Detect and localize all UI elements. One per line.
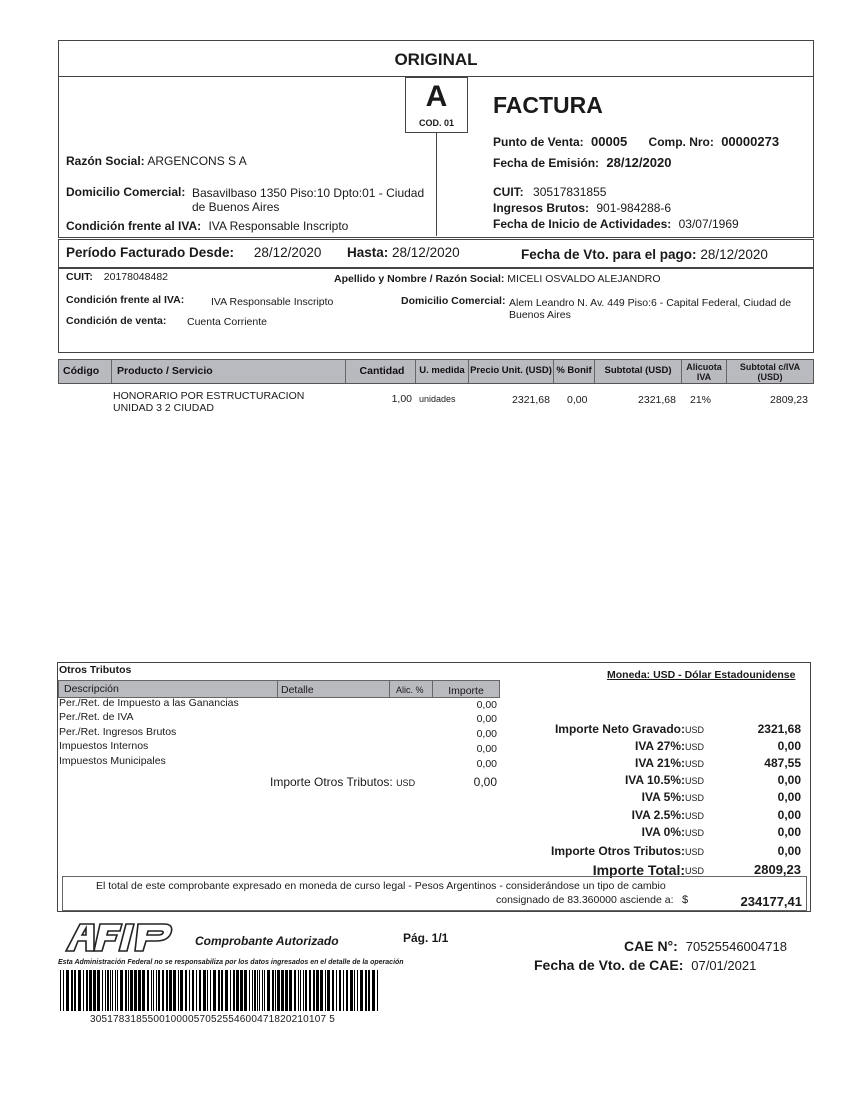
issuer-iva xyxy=(66,219,348,233)
otros-tributos-total xyxy=(270,775,415,789)
conversion-line1: El total de este comprobante expresado en moneda de curso legal - Pesos Argentinos - considerándose un tipo de cambio xyxy=(96,880,666,892)
barcode-bar xyxy=(71,970,73,1011)
barcode-bar xyxy=(267,970,270,1011)
client-venta-value: Cuenta Corriente xyxy=(187,316,267,328)
barcode-bar xyxy=(332,970,334,1011)
barcode-bar xyxy=(218,970,220,1011)
total-row-value: 0,00 xyxy=(777,808,801,822)
barcode-bar xyxy=(275,970,276,1011)
barcode-bar xyxy=(300,970,301,1011)
client-nombre-value: MICELI OSVALDO ALEJANDRO xyxy=(507,273,661,285)
total-row-currency: USD xyxy=(685,828,705,838)
col-medida: U. medida xyxy=(419,365,465,376)
barcode-bar xyxy=(294,970,296,1011)
col-subtotal-iva-line2: (USD) xyxy=(757,372,783,382)
total-row-currency: USD xyxy=(685,725,705,735)
barcode-bar xyxy=(230,970,231,1011)
barcode-bar xyxy=(192,970,194,1011)
issuer-iibb xyxy=(493,201,671,215)
barcode-icon xyxy=(60,970,380,1011)
barcode-bar xyxy=(254,970,256,1011)
barcode-bar xyxy=(360,970,363,1011)
total-row xyxy=(500,722,805,739)
barcode-bar xyxy=(249,970,250,1011)
barcode-bar xyxy=(151,970,152,1011)
barcode-bar xyxy=(336,970,337,1011)
hasta-value: 28/12/2020 xyxy=(392,245,460,260)
barcode-bar xyxy=(125,970,127,1011)
conversion-currency: $ xyxy=(682,894,689,906)
cae-vto xyxy=(534,957,756,973)
tributo-importe: 0,00 xyxy=(476,743,497,755)
tributo-desc: Impuestos Internos xyxy=(59,740,149,752)
total-row-currency: USD xyxy=(685,793,705,803)
otros-tributos-total-value: 0,00 xyxy=(473,775,497,789)
total-row-value: 0,00 xyxy=(777,773,801,787)
barcode-bar xyxy=(221,970,223,1011)
cuit-value: 30517831855 xyxy=(533,185,607,199)
barcode-bar xyxy=(173,970,176,1011)
total-row-label: IVA 27%: xyxy=(634,739,685,753)
barcode-bar xyxy=(244,970,247,1011)
barcode-bar xyxy=(281,970,284,1011)
invoice-code: COD. 01 xyxy=(418,118,454,128)
total-row-label: Importe Otros Tributos: xyxy=(550,844,685,858)
cae-label: CAE N°: xyxy=(624,938,678,954)
item-cantidad: 1,00 xyxy=(391,393,412,405)
tributo-desc: Per./Ret. de Impuesto a las Ganancias xyxy=(59,697,239,709)
barcode-bar xyxy=(185,970,187,1011)
barcode-bar xyxy=(357,970,358,1011)
issuer-razon-label: Razón Social: xyxy=(66,154,145,168)
client-domicilio-label: Domicilio Comercial: xyxy=(401,295,506,307)
total-row-currency: USD xyxy=(685,847,705,857)
barcode-bar xyxy=(289,970,292,1011)
barcode-bar xyxy=(189,970,190,1011)
item-precio: 2321,68 xyxy=(512,394,550,406)
barcode-bar xyxy=(368,970,370,1011)
barcode-bar xyxy=(180,970,183,1011)
total-row-label: IVA 0%: xyxy=(641,825,685,839)
disclaimer: Esta Administración Federal no se responsabiliza por los datos ingresados en el detalle de la operación xyxy=(58,959,404,966)
barcode-bar xyxy=(107,970,109,1011)
barcode xyxy=(60,970,380,1011)
barcode-bar xyxy=(178,970,179,1011)
barcode-bar xyxy=(74,970,76,1011)
importe-total-currency: USD xyxy=(685,866,705,876)
col-alicuota-line1: Alicuota xyxy=(686,362,722,372)
barcode-bar xyxy=(147,970,149,1011)
item-desc-line1: HONORARIO POR ESTRUCTURACION xyxy=(113,390,305,402)
col-producto: Producto / Servicio xyxy=(117,365,213,377)
cuit-label: CUIT: xyxy=(493,185,524,199)
barcode-bar xyxy=(298,970,299,1011)
barcode-bar xyxy=(169,970,172,1011)
total-row-currency: USD xyxy=(685,776,705,786)
period-hasta xyxy=(347,245,460,260)
client-iva xyxy=(66,294,184,306)
total-row-label: IVA 10.5%: xyxy=(624,773,685,787)
comp-label: Comp. Nro: xyxy=(648,135,714,149)
barcode-bar xyxy=(343,970,344,1011)
col-bonif: % Bonif xyxy=(556,365,592,376)
barcode-bar xyxy=(207,970,208,1011)
otros-tributos-total-label: Importe Otros Tributos: xyxy=(270,775,393,789)
hasta-label: Hasta: xyxy=(347,245,389,260)
issuer-iva-label: Condición frente al IVA: xyxy=(66,219,202,233)
barcode-bar xyxy=(305,970,307,1011)
client-iva-label: Condición frente al IVA: xyxy=(66,294,185,306)
total-row xyxy=(500,756,805,773)
barcode-bar xyxy=(102,970,103,1011)
otros-tributos-header xyxy=(58,680,500,698)
issuer-domicilio-line1: Basavilbaso 1350 Piso:10 Dpto:01 - Ciudad xyxy=(192,186,425,200)
col-importe: Importe xyxy=(448,685,484,697)
col-precio: Precio Unit. (USD) xyxy=(470,365,552,376)
inicio-label: Fecha de Inicio de Actividades: xyxy=(493,217,672,231)
barcode-bar xyxy=(313,970,315,1011)
item-desc-line2: UNIDAD 3 2 CIUDAD xyxy=(113,402,214,414)
barcode-bar xyxy=(320,970,323,1011)
barcode-bar xyxy=(110,970,111,1011)
barcode-bar xyxy=(112,970,113,1011)
total-row-currency: USD xyxy=(685,811,705,821)
barcode-bar xyxy=(303,970,304,1011)
barcode-bar xyxy=(346,970,348,1011)
iibb-value: 901-984288-6 xyxy=(596,201,672,215)
item-alicuota: 21% xyxy=(690,394,712,406)
col-subtotal: Subtotal (USD) xyxy=(604,365,672,376)
total-row-value: 0,00 xyxy=(777,844,801,858)
conversion-amount: 234177,41 xyxy=(740,894,802,909)
comprobante-autorizado: Comprobante Autorizado xyxy=(195,934,339,948)
total-row xyxy=(500,808,805,825)
barcode-bar xyxy=(325,970,326,1011)
tributo-importe: 0,00 xyxy=(476,758,497,770)
col-descripcion: Descripción xyxy=(64,683,119,695)
issuer-pv xyxy=(493,134,779,149)
issuer-cuit xyxy=(493,185,606,199)
item-subtotal-iva: 2809,23 xyxy=(770,394,808,406)
afip-logo xyxy=(64,921,176,953)
col-cantidad: Cantidad xyxy=(359,365,405,377)
copy-label: ORIGINAL xyxy=(394,50,478,69)
barcode-bar xyxy=(93,970,96,1011)
issuer-fecha xyxy=(493,155,671,170)
barcode-bar xyxy=(86,970,88,1011)
barcode-bar xyxy=(105,970,106,1011)
invoice-letter-box xyxy=(405,77,468,133)
vto-label: Fecha de Vto. para el pago: xyxy=(521,247,697,262)
barcode-bar xyxy=(117,970,118,1011)
barcode-bar xyxy=(309,970,311,1011)
importe-total-label: Importe Total: xyxy=(592,862,685,878)
issuer-razon xyxy=(66,154,247,168)
total-row-label: IVA 5%: xyxy=(641,790,685,804)
barcode-bar xyxy=(166,970,168,1011)
fecha-value: 28/12/2020 xyxy=(606,155,672,170)
conversion-line2: consignado de 83.360000 asciende a: xyxy=(496,894,674,906)
tributo-desc: Per./Ret. Ingresos Brutos xyxy=(59,726,177,738)
pv-label: Punto de Venta: xyxy=(493,135,584,149)
total-row-currency: USD xyxy=(685,759,705,769)
client-cuit xyxy=(66,271,168,283)
period-desde xyxy=(66,245,321,260)
barcode-bar xyxy=(83,970,84,1011)
item-subtotal: 2321,68 xyxy=(638,394,676,406)
client-nombre-label: Apellido y Nombre / Razón Social: xyxy=(334,273,505,285)
pv-value: 00005 xyxy=(591,134,628,149)
client-iva-value: IVA Responsable Inscripto xyxy=(211,296,334,308)
page-number: Pág. 1/1 xyxy=(403,931,449,945)
barcode-bar xyxy=(196,970,197,1011)
barcode-bar xyxy=(272,970,274,1011)
barcode-bar xyxy=(236,970,239,1011)
barcode-bar xyxy=(354,970,355,1011)
col-detalle: Detalle xyxy=(281,684,314,696)
inicio-value: 03/07/1969 xyxy=(678,217,739,231)
desde-label: Período Facturado Desde: xyxy=(66,245,235,260)
total-row-value: 2321,68 xyxy=(757,722,801,736)
tributo-desc: Per./Ret. de IVA xyxy=(59,711,134,723)
barcode-bar xyxy=(156,970,157,1011)
barcode-bar xyxy=(134,970,137,1011)
barcode-bar xyxy=(78,970,81,1011)
barcode-bar xyxy=(225,970,228,1011)
total-row xyxy=(500,773,805,790)
moneda-label: Moneda: USD - Dólar Estadounidense xyxy=(607,669,796,681)
barcode-bar xyxy=(130,970,133,1011)
client-domicilio-line1: Alem Leandro N. Av. 449 Piso:6 - Capital Federal, Ciudad de xyxy=(509,297,792,309)
barcode-bar xyxy=(142,970,145,1011)
item-medida: unidades xyxy=(419,394,456,404)
barcode-bar xyxy=(264,970,265,1011)
barcode-bar xyxy=(372,970,375,1011)
fecha-label: Fecha de Emisión: xyxy=(493,156,600,170)
barcode-bar xyxy=(285,970,288,1011)
total-row xyxy=(500,844,805,861)
items-header xyxy=(58,359,814,384)
cae-vto-value: 07/01/2021 xyxy=(691,958,757,973)
total-row-value: 487,55 xyxy=(764,756,801,770)
comp-value: 00000273 xyxy=(721,134,780,149)
barcode-number: 30517831855001000057052554600471820210107 5 xyxy=(90,1014,335,1025)
col-subtotal-iva xyxy=(727,362,813,382)
issuer-iva-value: IVA Responsable Inscripto xyxy=(208,219,349,233)
vto-value: 28/12/2020 xyxy=(700,247,768,262)
barcode-bar xyxy=(377,970,378,1011)
client-cuit-value: 20178048482 xyxy=(103,271,169,283)
barcode-bar xyxy=(277,970,280,1011)
total-row-value: 0,00 xyxy=(777,790,801,804)
importe-total-value: 2809,23 xyxy=(754,862,801,877)
barcode-bar xyxy=(66,970,69,1011)
desde-value: 28/12/2020 xyxy=(253,245,322,260)
col-alicuota-line2: IVA xyxy=(696,372,712,382)
barcode-bar xyxy=(115,970,116,1011)
barcode-bar xyxy=(240,970,243,1011)
barcode-bar xyxy=(252,970,253,1011)
issuer-inicio xyxy=(493,217,739,231)
col-codigo: Código xyxy=(63,365,100,377)
col-alicuota xyxy=(682,362,726,382)
client-domicilio-line2: Buenos Aires xyxy=(509,309,571,321)
total-row-label: Importe Neto Gravado: xyxy=(554,722,685,736)
barcode-bar xyxy=(339,970,341,1011)
tributo-importe: 0,00 xyxy=(476,713,497,725)
total-row-currency: USD xyxy=(685,742,705,752)
barcode-bar xyxy=(262,970,263,1011)
item-bonif: 0,00 xyxy=(567,394,588,406)
barcode-bar xyxy=(203,970,206,1011)
tributo-desc: Impuestos Municipales xyxy=(59,755,166,767)
barcode-bar xyxy=(327,970,330,1011)
issuer-domicilio-line2: de Buenos Aires xyxy=(192,200,280,214)
barcode-bar xyxy=(60,970,61,1011)
issuer-domicilio-label: Domicilio Comercial: xyxy=(66,185,186,199)
period-vto xyxy=(521,247,768,262)
tributo-importe: 0,00 xyxy=(476,699,497,711)
barcode-bar xyxy=(257,970,258,1011)
doc-type: FACTURA xyxy=(493,92,603,118)
iibb-label: Ingresos Brutos: xyxy=(493,201,590,215)
barcode-bar xyxy=(316,970,319,1011)
otros-tributos-title: Otros Tributos xyxy=(59,664,132,676)
barcode-bar xyxy=(128,970,129,1011)
cae xyxy=(624,938,787,954)
barcode-bar xyxy=(162,970,164,1011)
barcode-bar xyxy=(210,970,211,1011)
vertical-divider xyxy=(436,131,437,236)
total-row-value: 0,00 xyxy=(777,739,801,753)
issuer-razon-value: ARGENCONS S A xyxy=(147,154,247,168)
total-row-label: IVA 21%: xyxy=(634,756,685,770)
afip-logo-icon xyxy=(64,921,176,953)
barcode-bar xyxy=(138,970,141,1011)
barcode-bar xyxy=(213,970,216,1011)
total-row xyxy=(500,739,805,756)
total-row xyxy=(500,790,805,807)
otros-tributos-total-currency: USD xyxy=(396,778,416,788)
barcode-bar xyxy=(233,970,235,1011)
invoice-letter: A xyxy=(425,80,448,113)
barcode-bar xyxy=(63,970,64,1011)
col-alic: Alic. % xyxy=(396,685,424,695)
barcode-bar xyxy=(158,970,160,1011)
barcode-bar xyxy=(89,970,92,1011)
barcode-bar xyxy=(153,970,154,1011)
barcode-bar xyxy=(199,970,201,1011)
client-venta-label: Condición de venta: xyxy=(66,315,167,327)
col-subtotal-iva-line1: Subtotal c/IVA xyxy=(739,362,801,372)
barcode-bar xyxy=(97,970,100,1011)
cae-value: 70525546004718 xyxy=(685,939,787,954)
total-row xyxy=(500,825,805,842)
tributo-importe: 0,00 xyxy=(476,728,497,740)
total-row-value: 0,00 xyxy=(777,825,801,839)
barcode-bar xyxy=(259,970,260,1011)
total-row-label: IVA 2.5%: xyxy=(631,808,685,822)
client-cuit-label: CUIT: xyxy=(66,271,93,283)
cae-vto-label: Fecha de Vto. de CAE: xyxy=(534,957,684,973)
barcode-bar xyxy=(120,970,123,1011)
client-nombre xyxy=(334,273,661,285)
barcode-bar xyxy=(365,970,367,1011)
barcode-bar xyxy=(350,970,353,1011)
